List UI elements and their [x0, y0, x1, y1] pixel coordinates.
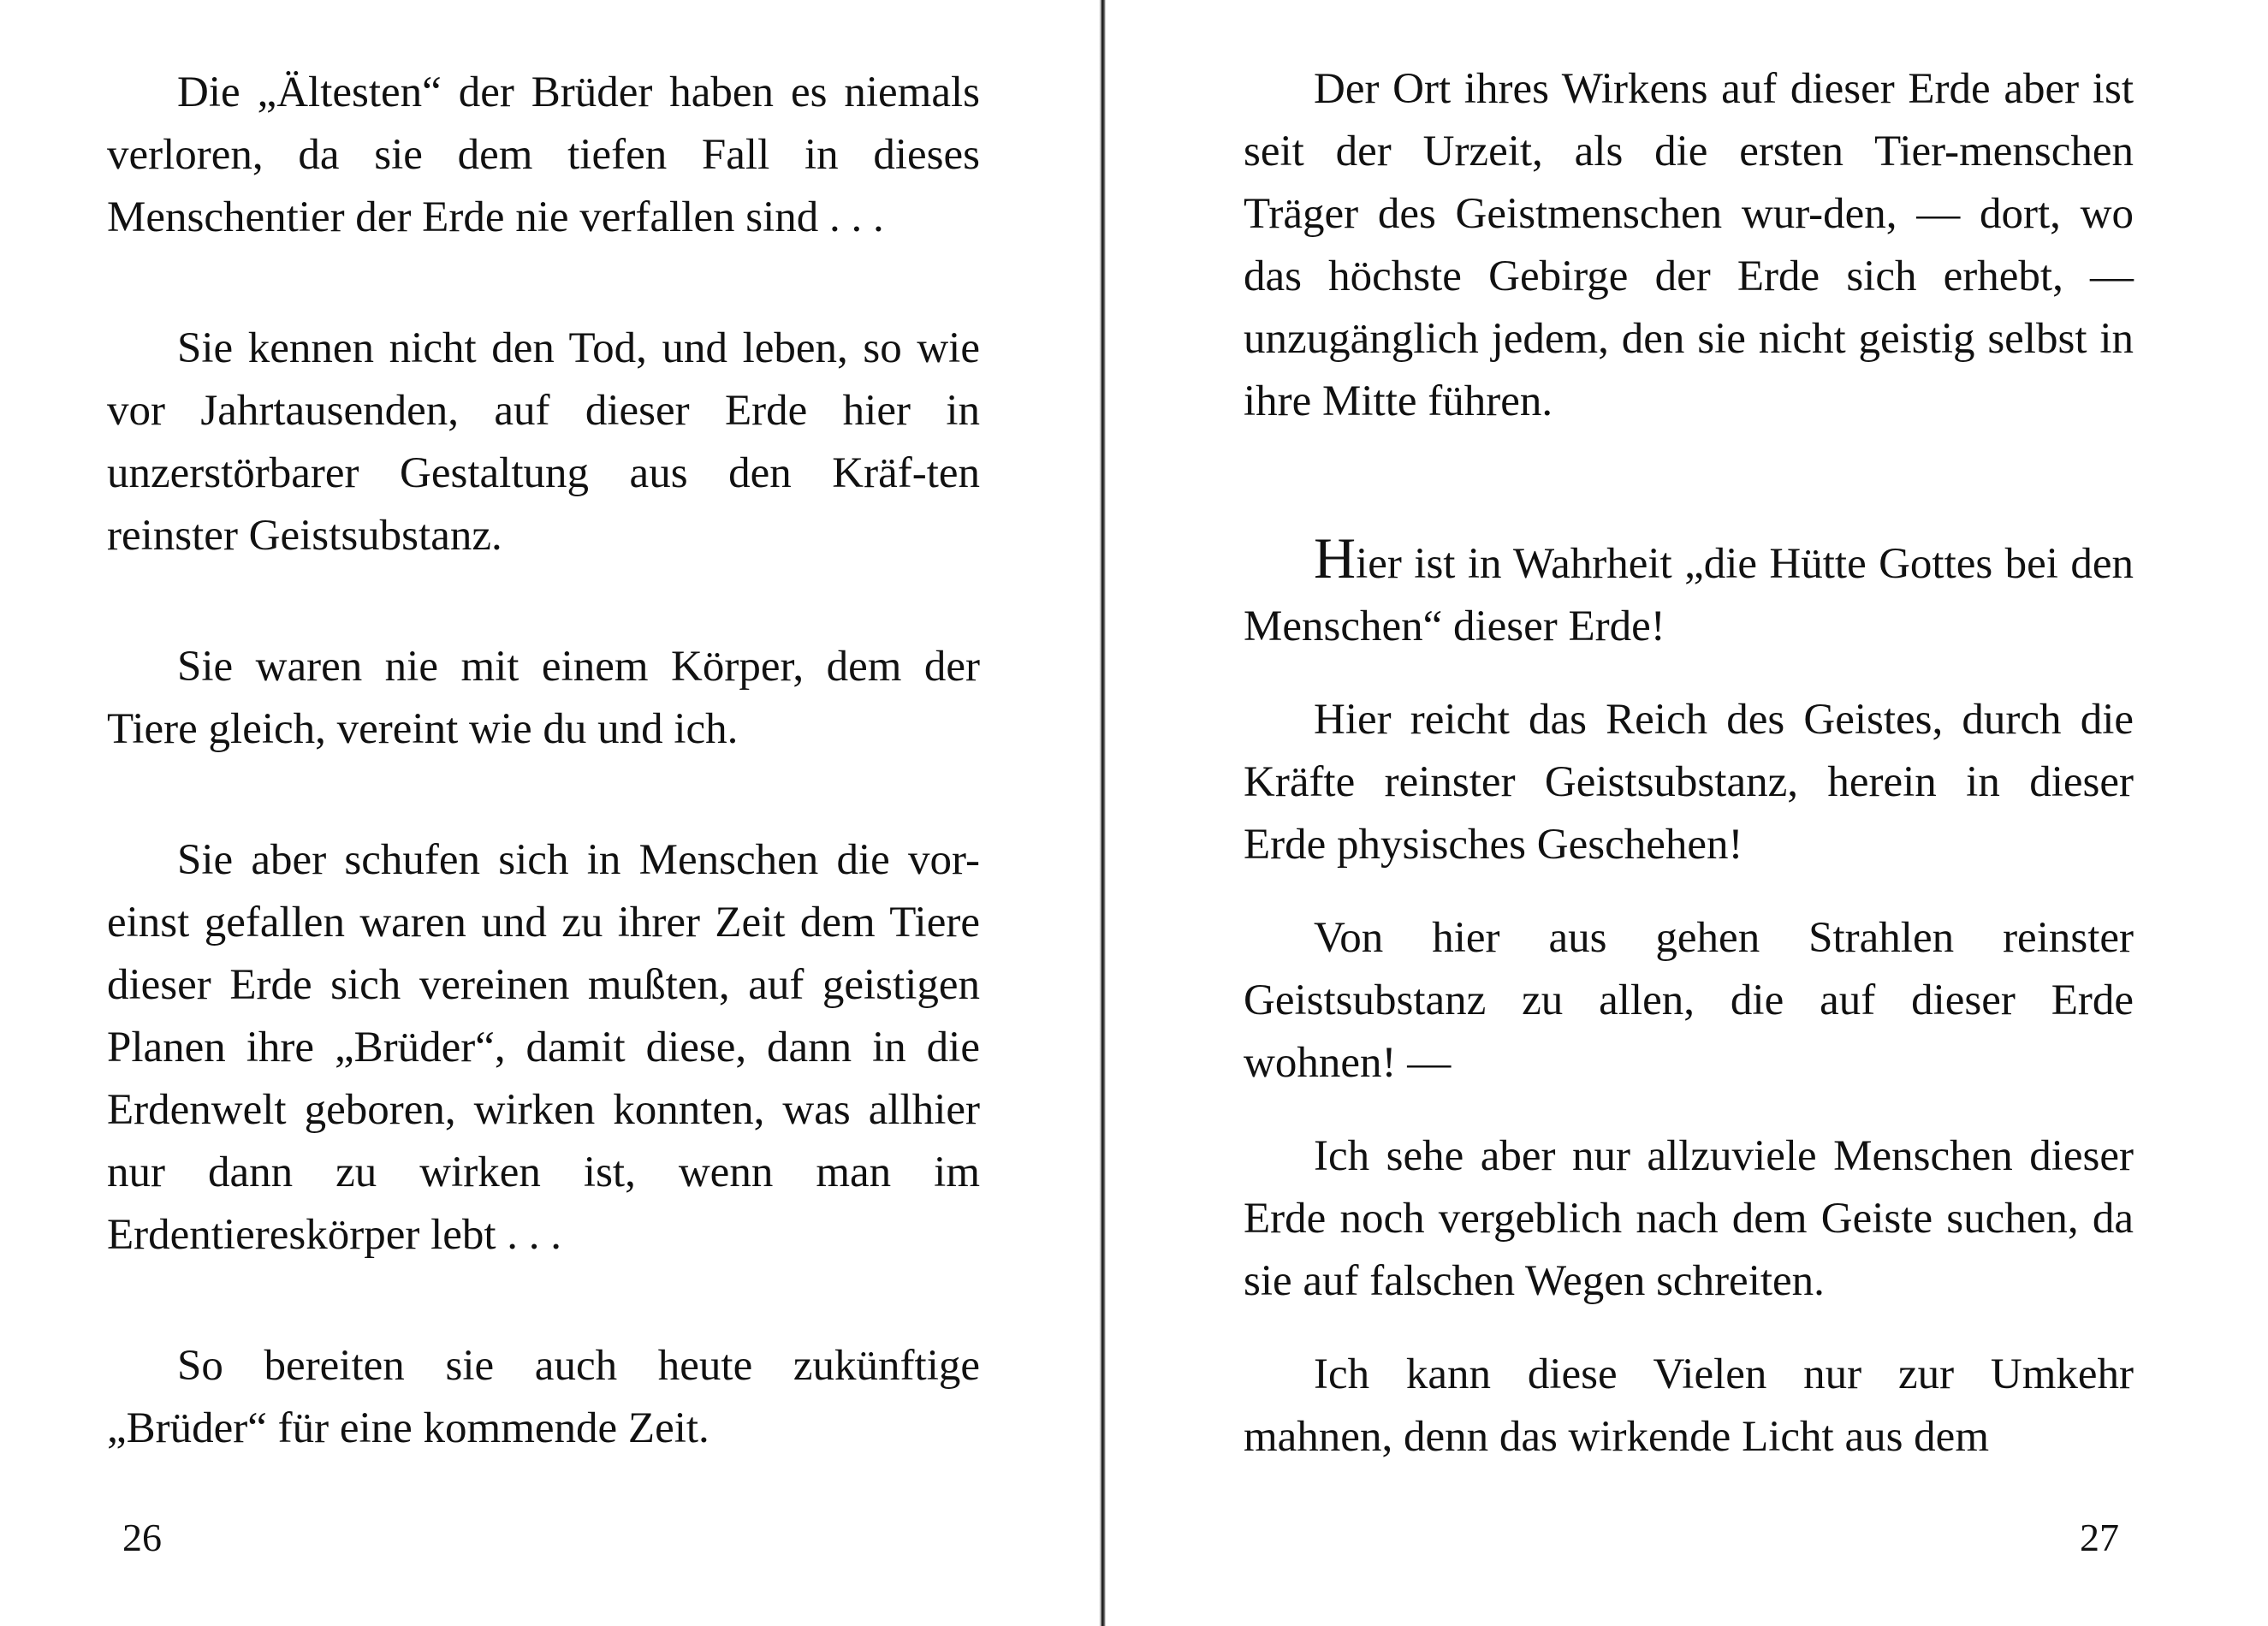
- paragraph: Der Ort ihres Wirkens auf dieser Erde aber ist seit der Urzeit, als die ersten Tier-menschen Träger des Geistmenschen wur-den, — dort, wo das höchste Gebirge der Erde sich erhebt, — unzugänglich jedem, den sie nicht geistig selbst in ihre Mitte führen.: [1244, 65, 2134, 425]
- paragraph: Die „Ältesten“ der Brüder haben es niemals verloren, da sie dem tiefen Fall in dieses Menschentier der Erde nie verfallen sind . . .: [107, 68, 980, 241]
- right-page-text: [1244, 58, 2134, 1469]
- paragraph: Ich sehe aber nur allzuviele Menschen dieser Erde noch vergeblich nach dem Geiste suchen, da sie auf falschen Wegen schreiten.: [1244, 1132, 2134, 1305]
- page-number: 27: [2080, 1516, 2119, 1559]
- page-number: 26: [122, 1516, 162, 1559]
- paragraph-text: ier ist in Wahrheit „die Hütte Gottes bei den Menschen“ dieser Erde!: [1244, 540, 2134, 650]
- paragraph: Sie waren nie mit einem Körper, dem der Tiere gleich, vereint wie du und ich.: [107, 643, 980, 753]
- left-page: [0, 0, 1095, 1626]
- left-page-text: [107, 62, 980, 1460]
- right-page: [1113, 0, 2268, 1626]
- paragraph: So bereiten sie auch heute zukünftige „Brüder“ für eine kommende Zeit.: [107, 1342, 980, 1452]
- paragraph-with-large-initial: [1244, 527, 2134, 658]
- paragraph: Sie aber schufen sich in Menschen die vor-einst gefallen waren und zu ihrer Zeit dem Tiere dieser Erde sich vereinen mußten, auf geistigen Planen ihre „Brüder“, damit diese, dann in die Erdenwelt geboren, wirken konnten, was allhier nur dann zu wirken ist, wenn man im Erdentiereskörper lebt . . .: [107, 836, 980, 1259]
- paragraph: Von hier aus gehen Strahlen reinster Geistsubstanz zu allen, die auf dieser Erde wohnen! —: [1244, 914, 2134, 1087]
- large-initial-letter: H: [1314, 525, 1357, 590]
- paragraph: Ich kann diese Vielen nur zur Umkehr mahnen, denn das wirkende Licht aus dem: [1244, 1350, 2134, 1461]
- paragraph: Hier reicht das Reich des Geistes, durch die Kräfte reinster Geistsubstanz, herein in dieser Erde physisches Geschehen!: [1244, 696, 2134, 869]
- paragraph: Sie kennen nicht den Tod, und leben, so wie vor Jahrtausenden, auf dieser Erde hier in unzerstörbarer Gestaltung aus den Kräf-ten reinster Geistsubstanz.: [107, 324, 980, 560]
- book-gutter: [1099, 0, 1106, 1626]
